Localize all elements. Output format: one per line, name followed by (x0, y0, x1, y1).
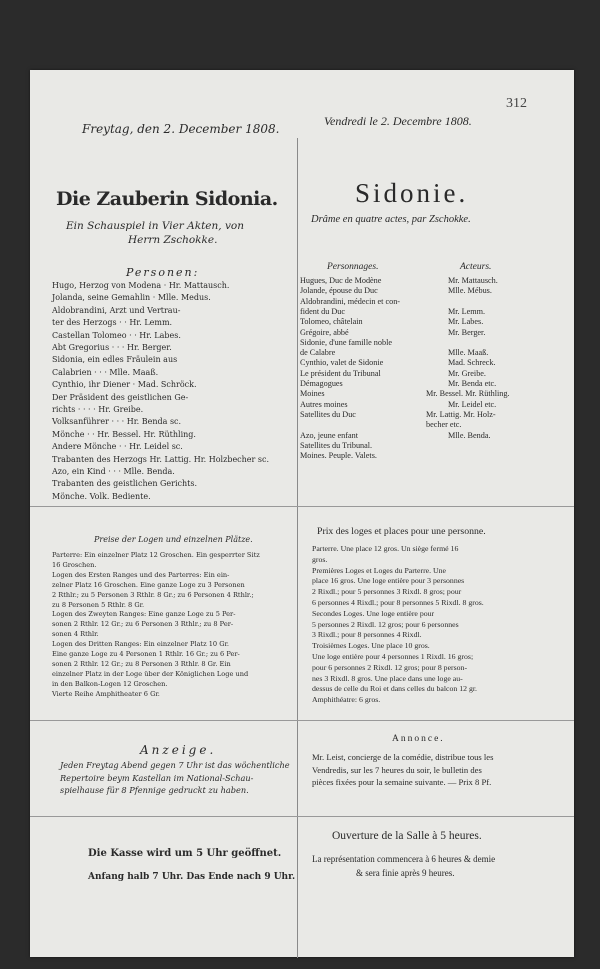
end-french: & sera finie après 9 heures. (356, 868, 455, 878)
cast-fr-actor-14: becher etc. (426, 420, 462, 430)
cast-fr-role-15: Azo, jeune enfant (300, 430, 358, 440)
price-fr-line-3: place 16 gros. Une loge entière pour 3 personnes (312, 576, 465, 586)
notice-heading-french: Annonce. (392, 734, 445, 744)
price-de-line-12: einzelner Platz in der Loge über der Königlichen Loge und (52, 669, 249, 678)
cast-de-line-5: Abt Gregorius · · · Hr. Berger. (52, 343, 172, 352)
notice-de-line-1: Repertoire beym Kastellan im National-Schau- (60, 772, 254, 783)
box-office-german: Die Kasse wird um 5 Uhr geöffnet. (88, 848, 282, 859)
cast-de-line-9: Der Präsident des geistlichen Ge- (52, 392, 189, 402)
notice-de-line-2: spielhause für 8 Pfennige gedruckt zu haben. (60, 785, 249, 795)
price-de-line-4: 2 Rthlr.; zu 5 Personen 3 Rthlr. 8 Gr.; zu 6 Personen 4 Rthlr.; (52, 590, 254, 599)
cast-de-line-1: Jolanda, seine Gemahlin · Mlle. Medus. (52, 293, 211, 303)
price-fr-line-9: Troisièmes Loges. Une place 10 gros. (312, 641, 430, 651)
cast-fr-actor-10: Mr. Benda etc. (448, 379, 497, 388)
cast-fr-role-0: Hugues, Duc de Modène (300, 276, 382, 285)
notice-fr-line-0: Mr. Leist, concierge de la comédie, distribue tous les (312, 752, 494, 762)
price-de-line-3: zelner Platz 16 Groschen. Eine ganze Loge zu 3 Personen (52, 580, 245, 589)
price-fr-line-4: 2 Rixdl.; pour 5 personnes 3 Rixdl. 8 gros; pour (312, 587, 462, 597)
cast-de-line-12: Mönche · · Hr. Bessel. Hr. Rüthling. (52, 429, 196, 439)
cast-fr-actor-9: Mr. Greibe. (448, 368, 486, 378)
notice-fr-line-1: Vendredis, sur les 7 heures du soir, le bulletin des (312, 764, 482, 775)
price-de-line-9: Logen des Dritten Ranges: Ein einzelner Platz 10 Gr. (52, 640, 230, 649)
price-fr-line-6: Secondes Loges. Une loge entière pour (312, 608, 435, 618)
price-fr-line-12: nes 3 Rixdl. 8 gros. Une place dans une loge au- (312, 673, 463, 683)
price-de-line-11: sonen 2 Rthlr. 12 Gr.; zu 8 Personen 3 Rthlr. 8 Gr. Ein (52, 659, 231, 668)
cast-fr-actor-13: Mr. Lattig. Mr. Holz- (426, 409, 496, 419)
cast-heading-french-roles: Personnages. (327, 262, 379, 272)
times-german: Anfang halb 7 Uhr. Das Ende nach 9 Uhr. (88, 872, 296, 882)
cast-fr-role-9: Le président du Tribunal (300, 368, 381, 378)
cast-de-line-14: Trabanten des Herzogs Hr. Lattig. Hr. Holzbecher sc. (52, 454, 270, 464)
price-fr-line-2: Premières Loges et Loges du Parterre. Une (312, 565, 447, 575)
subtitle-french: Drâme en quatre actes, par Zschokke. (311, 214, 471, 225)
cast-fr-role-6: Sidonie, d'une famille noble (300, 337, 392, 347)
notice-de-line-0: Jeden Freytag Abend gegen 7 Uhr ist das wöchentliche (60, 760, 290, 770)
cast-heading-french-actors: Acteurs. (460, 262, 492, 272)
price-fr-line-10: Une loge entière pour 4 personnes 1 Rixdl. 16 gros; (312, 652, 474, 661)
cast-de-line-6: Sidonia, ein edles Fräulein aus (52, 355, 178, 365)
cast-fr-actor-15: Mlle. Benda. (448, 430, 491, 440)
subtitle-german-2: Herrn Zschokke. (128, 234, 218, 246)
date-german: Freytag, den 2. December 1808. (82, 122, 280, 136)
prices-heading-french: Prix des loges et places pour une personne. (317, 526, 486, 537)
title-french: Sidonie. (355, 178, 469, 208)
cast-de-line-16: Trabanten des geistlichen Gerichts. (52, 479, 198, 489)
cast-fr-actor-5: Mr. Berger. (448, 327, 486, 337)
opening-french: Ouverture de la Salle à 5 heures. (332, 830, 482, 842)
cast-de-line-10: richts · · · · Hr. Greibe. (52, 405, 144, 414)
cast-de-line-2: Aldobrandini, Arzt und Vertrau- (52, 305, 181, 315)
cast-fr-actor-0: Mr. Mattausch. (448, 276, 498, 285)
price-de-line-1: 16 Groschen. (52, 560, 97, 569)
cast-fr-role-4: Tolomeo, châtelain (300, 317, 363, 327)
cast-de-line-7: Calabrien · · · Mlle. Maaß. (52, 367, 159, 377)
cast-de-line-3: ter des Herzogs · · Hr. Lemm. (52, 318, 173, 328)
cast-fr-role-17: Moines. Peuple. Valets. (300, 451, 377, 461)
price-fr-line-7: 5 personnes 2 Rixdl. 12 gros; pour 6 personnes (312, 619, 459, 629)
price-de-line-10: Eine ganze Loge zu 4 Personen 1 Rthlr. 16 Gr.; zu 6 Per- (52, 650, 240, 658)
cast-fr-role-12: Autres moines (300, 399, 348, 409)
cast-de-line-4: Castellan Tolomeo · · Hr. Labes. (52, 330, 181, 340)
column-divider (297, 138, 298, 958)
price-de-line-0: Parterre: Ein einzelner Platz 12 Groschen. Ein gesperrter Sitz (52, 551, 260, 559)
start-french: La représentation commencera à 6 heures & demie (312, 854, 496, 864)
section-rule-3 (30, 816, 574, 817)
cast-fr-role-7: de Calabre (300, 348, 336, 358)
price-fr-line-1: gros. (312, 554, 328, 564)
archive-number: 312 (506, 96, 527, 111)
cast-fr-role-13: Satellites du Duc (300, 409, 356, 419)
cast-fr-role-3: fident du Duc (300, 306, 346, 316)
section-rule-2 (30, 720, 574, 721)
notice-heading-german: Anzeige. (140, 743, 217, 757)
date-french: Vendredi le 2. Decembre 1808. (324, 114, 472, 128)
cast-de-line-11: Volksanführer · · · Hr. Benda sc. (52, 417, 182, 427)
cast-fr-actor-4: Mr. Labes. (448, 317, 484, 327)
cast-fr-role-16: Satellites du Tribunal. (300, 440, 373, 450)
cast-fr-role-1: Jolande, épouse du Duc (300, 286, 378, 296)
price-de-line-14: Vierte Reihe Amphitheater 6 Gr. (52, 689, 160, 698)
price-de-line-6: Logen des Zweyten Ranges: Eine ganze Loge zu 5 Per- (52, 610, 236, 619)
cast-fr-actor-7: Mlle. Maaß. (448, 348, 489, 358)
cast-fr-actor-1: Mlle. Mébus. (448, 286, 492, 296)
cast-fr-role-5: Grégoire, abbé (300, 327, 349, 337)
section-rule-1 (30, 506, 574, 507)
cast-fr-actor-12: Mr. Leidel etc. (448, 399, 497, 409)
cast-de-line-13: Andere Mönche · · Hr. Leidel sc. (52, 442, 183, 452)
cast-fr-role-10: Démagogues (300, 379, 343, 388)
cast-de-line-0: Hugo, Herzog von Modena · Hr. Mattausch. (52, 281, 230, 290)
price-fr-line-11: pour 6 personnes 2 Rixdl. 12 gros; pour 8 person- (312, 662, 468, 672)
cast-de-line-15: Azo, ein Kind · · · Mlle. Benda. (52, 467, 175, 476)
price-de-line-7: sonen 2 Rthlr. 12 Gr.; zu 6 Personen 3 Rthlr.; zu 8 Per- (52, 620, 234, 629)
price-fr-line-5: 6 personnes 4 Rixdl.; pour 8 personnes 5 Rixdl. 8 gros. (312, 598, 484, 607)
price-fr-line-0: Parterre. Une place 12 gros. Un siège fermé 16 (312, 544, 459, 553)
price-fr-line-8: 3 Rixdl.; pour 8 personnes 4 Rixdl. (312, 630, 422, 640)
price-de-line-13: in den Balkon-Logen 12 Groschen. (52, 679, 168, 688)
playbill-sheet (30, 70, 574, 957)
price-fr-line-13: dessus de celle du Roi et dans celles du balcon 12 gr. (312, 684, 477, 694)
price-de-line-8: sonen 4 Rthlr. (52, 630, 99, 639)
cast-fr-actor-11: Mr. Bessel. Mr. Rüthling. (426, 389, 510, 399)
subtitle-german-1: Ein Schauspiel in Vier Akten, von (66, 220, 244, 232)
cast-fr-role-11: Moines (300, 389, 325, 399)
prices-heading-german: Preise der Logen und einzelnen Plätze. (94, 535, 253, 544)
cast-de-line-8: Cynthio, ihr Diener · Mad. Schröck. (52, 380, 197, 390)
cast-fr-role-2: Aldobrandini, médecin et con- (300, 296, 401, 306)
cast-fr-role-8: Cynthio, valet de Sidonie (300, 358, 384, 368)
cast-heading-german: Personen: (126, 266, 200, 279)
title-german: Die Zauberin Sidonia. (56, 188, 278, 210)
price-fr-line-14: Amphithéatre: 6 gros. (312, 695, 381, 705)
cast-fr-actor-3: Mr. Lemm. (448, 306, 486, 316)
notice-fr-line-2: pièces fixées pour la semaine suivante. — Prix 8 Pf. (312, 777, 492, 787)
cast-fr-actor-8: Mad. Schreck. (448, 358, 496, 368)
cast-de-line-17: Mönche. Volk. Bediente. (52, 491, 151, 501)
price-de-line-5: zu 8 Personen 5 Rthlr. 8 Gr. (52, 600, 145, 609)
price-de-line-2: Logen des Ersten Ranges und des Parterres: Ein ein- (52, 570, 230, 579)
